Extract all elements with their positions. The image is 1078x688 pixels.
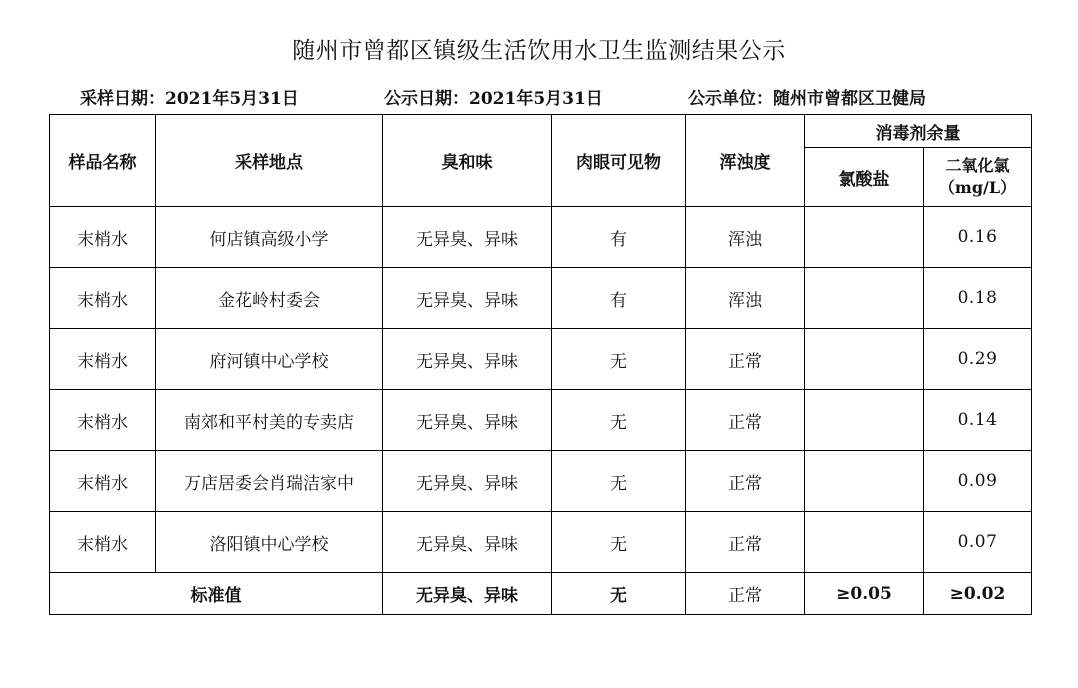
header-chlorine-dioxide-unit: （mg/L） [938, 178, 1017, 197]
publish-unit: 公示单位：随州市曾都区卫健局 [688, 89, 926, 109]
header-chlorine-dioxide [924, 148, 1032, 207]
header-turbidity: 浑浊度 [686, 115, 805, 207]
cell-turbidity: 正常 [686, 329, 805, 390]
cell-visible: 有 [552, 268, 686, 329]
cell-location: 南郊和平村美的专卖店 [156, 390, 383, 451]
page-title: 随州市曾都区镇级生活饮用水卫生监测结果公示 [292, 38, 786, 64]
cell-chlorine-dioxide: 0.07 [924, 512, 1032, 573]
cell-chlorate [805, 512, 924, 573]
standard-chlorine-dioxide: ≥0.02 [924, 573, 1032, 615]
cell-sample-name: 末梢水 [50, 268, 156, 329]
cell-location: 洛阳镇中心学校 [156, 512, 383, 573]
header-chlorate: 氯酸盐 [805, 148, 924, 207]
standard-row [50, 573, 1032, 615]
cell-visible: 无 [552, 390, 686, 451]
cell-odor: 无异臭、异味 [383, 390, 552, 451]
cell-chlorine-dioxide: 0.29 [924, 329, 1032, 390]
cell-chlorine-dioxide: 0.16 [924, 207, 1032, 268]
publish-date: 公示日期：2021年5月31日 [384, 89, 603, 109]
cell-visible: 无 [552, 451, 686, 512]
cell-chlorate [805, 207, 924, 268]
header-row [50, 115, 1032, 148]
cell-chlorine-dioxide: 0.09 [924, 451, 1032, 512]
cell-chlorate [805, 451, 924, 512]
cell-turbidity: 正常 [686, 512, 805, 573]
cell-location: 何店镇高级小学 [156, 207, 383, 268]
sample-date: 采样日期：2021年5月31日 [80, 89, 299, 109]
results-table [49, 114, 1032, 615]
table-row [50, 207, 1032, 268]
cell-sample-name: 末梢水 [50, 207, 156, 268]
cell-odor: 无异臭、异味 [383, 207, 552, 268]
standard-turbidity: 正常 [686, 573, 805, 615]
cell-chlorate [805, 329, 924, 390]
cell-odor: 无异臭、异味 [383, 451, 552, 512]
header-sample-name: 样品名称 [50, 115, 156, 207]
cell-chlorine-dioxide: 0.14 [924, 390, 1032, 451]
standard-chlorate: ≥0.05 [805, 573, 924, 615]
cell-visible: 无 [552, 512, 686, 573]
standard-label: 标准值 [50, 573, 383, 615]
cell-location: 府河镇中心学校 [156, 329, 383, 390]
header-visible: 肉眼可见物 [552, 115, 686, 207]
cell-turbidity: 正常 [686, 390, 805, 451]
cell-visible: 有 [552, 207, 686, 268]
cell-odor: 无异臭、异味 [383, 268, 552, 329]
cell-location: 万店居委会肖瑞洁家中 [156, 451, 383, 512]
table-row [50, 390, 1032, 451]
standard-odor: 无异臭、异味 [383, 573, 552, 615]
table-row [50, 268, 1032, 329]
header-location: 采样地点 [156, 115, 383, 207]
cell-location: 金花岭村委会 [156, 268, 383, 329]
table-row [50, 512, 1032, 573]
cell-odor: 无异臭、异味 [383, 512, 552, 573]
header-disinfectant: 消毒剂余量 [805, 115, 1032, 148]
cell-chlorate [805, 268, 924, 329]
cell-visible: 无 [552, 329, 686, 390]
standard-visible: 无 [552, 573, 686, 615]
table-row [50, 329, 1032, 390]
cell-sample-name: 末梢水 [50, 451, 156, 512]
cell-chlorate [805, 390, 924, 451]
cell-turbidity: 浑浊 [686, 268, 805, 329]
cell-sample-name: 末梢水 [50, 329, 156, 390]
cell-odor: 无异臭、异味 [383, 329, 552, 390]
header-chlorine-dioxide-label: 二氧化氯 [945, 156, 1010, 175]
cell-turbidity: 正常 [686, 451, 805, 512]
header-odor: 臭和味 [383, 115, 552, 207]
cell-chlorine-dioxide: 0.18 [924, 268, 1032, 329]
cell-sample-name: 末梢水 [50, 390, 156, 451]
table-row [50, 451, 1032, 512]
cell-turbidity: 浑浊 [686, 207, 805, 268]
cell-sample-name: 末梢水 [50, 512, 156, 573]
